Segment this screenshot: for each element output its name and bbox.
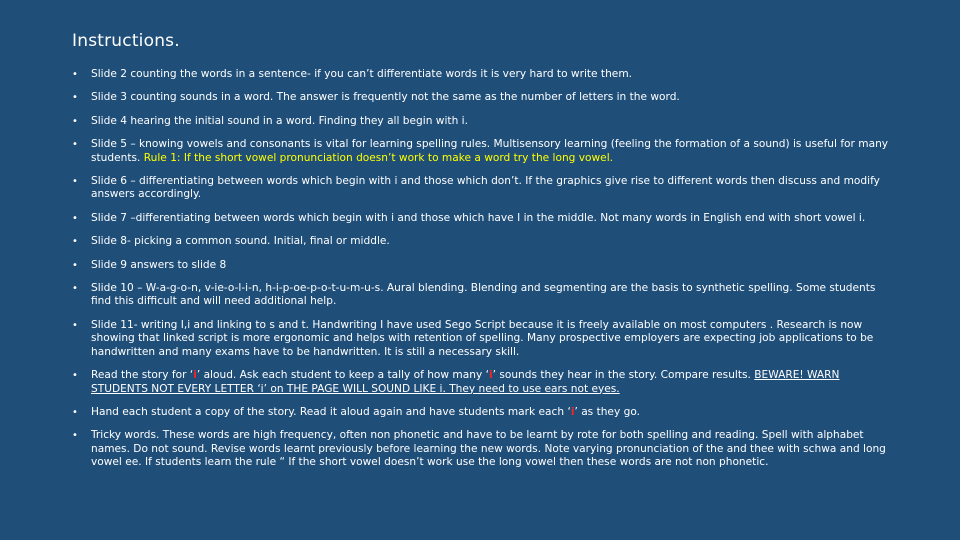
item-text: Hand each student a copy of the story. Read it aloud again and have students mark each ‘ bbox=[91, 405, 571, 418]
item-text: Slide 3 counting sounds in a word. The answer is frequently not the same as the number of letters in the word. bbox=[91, 91, 680, 104]
item-text: Slide 4 hearing the initial sound in a word. Finding they all begin with i. bbox=[91, 114, 468, 127]
marked-letter: i bbox=[193, 369, 197, 382]
list-item bbox=[70, 319, 892, 359]
list-item bbox=[70, 91, 892, 104]
slide-title: Instructions. bbox=[72, 31, 180, 51]
bullet-icon: • bbox=[72, 115, 78, 127]
item-text: Slide 6 – differentiating between words which begin with i and those which don’t. If the graphics give rise to different words then discuss and modify answers accordingly. bbox=[91, 175, 880, 201]
item-text: Slide 5 – knowing vowels and consonants is vital for learning spelling rules. Multisensory learning (feeling the formation of a sound) is useful for many students. bbox=[91, 138, 889, 164]
item-text: Slide 2 counting the words in a sentence- if you can’t differentiate words it is very hard to write them. bbox=[91, 68, 632, 80]
list-item bbox=[70, 259, 892, 272]
list-item bbox=[70, 68, 892, 81]
item-text: Read the story for ‘ bbox=[91, 369, 194, 382]
item-text: Tricky words. These words are high frequency, often non phonetic and have to be learnt by rote for both spelling and reading. Spell with alphabet names. Do not sound. Revise words learnt previously before learning the new words. Note varying pronunciation of the and thee with schwa and long vowel ee. If students learn the rule “ If the short vowel doesn’t work use the long vowel then these words are not non phonetic. bbox=[91, 429, 886, 469]
bullet-icon: • bbox=[72, 236, 78, 248]
bullet-icon: • bbox=[72, 92, 78, 104]
list-item bbox=[70, 369, 892, 396]
list-item bbox=[70, 212, 892, 225]
item-text: ’ sounds they hear in the story. Compare results. bbox=[492, 369, 755, 382]
list-item bbox=[70, 282, 892, 309]
bullet-icon: • bbox=[72, 430, 78, 442]
item-text: Slide 7 –differentiating between words which begin with i and those which have I in the middle. Not many words in English end with short vowel i. bbox=[91, 211, 866, 224]
bullet-icon: • bbox=[72, 212, 78, 224]
list-item bbox=[70, 406, 892, 419]
bullet-icon: • bbox=[72, 283, 78, 295]
bullet-icon: • bbox=[72, 319, 78, 331]
bullet-icon: • bbox=[72, 176, 78, 188]
item-text: Slide 8- picking a common sound. Initial, final or middle. bbox=[91, 235, 390, 248]
instruction-list bbox=[70, 68, 892, 470]
list-item bbox=[70, 175, 892, 202]
bullet-icon: • bbox=[72, 370, 78, 382]
list-item bbox=[70, 115, 892, 128]
warning-text: BEWARE! WARN STUDENTS NOT EVERY LETTER ‘i’ on THE PAGE WILL SOUND LIKE i. They need to use ears not eyes. bbox=[91, 369, 840, 395]
item-text: Slide 9 answers to slide 8 bbox=[91, 258, 227, 271]
list-item bbox=[70, 429, 892, 469]
item-text: Slide 11- writing I,i and linking to s and t. Handwriting I have used Sego Script because it is freely available on most computers . Research is now showing that linked script is more ergonomic and helps with retention of spelling. Many prospective employers are expecting job applications to be handwritten and many exams have to be handwritten. It is still a necessary skill. bbox=[91, 318, 874, 358]
item-text: ’ as they go. bbox=[574, 405, 640, 418]
item-text: ’ aloud. Ask each student to keep a tally of how many ‘ bbox=[196, 369, 489, 382]
rule-highlight: Rule 1: If the short vowel pronunciation doesn’t work to make a word try the long vowel. bbox=[143, 151, 614, 164]
bullet-icon: • bbox=[72, 259, 78, 271]
list-item bbox=[70, 138, 892, 165]
item-text: Slide 10 – W-a-g-o-n, v-ie-o-l-i-n, h-i-p-oe-p-o-t-u-m-u-s. Aural blending. Blending and segmenting are the basis to synthetic spelling. Some students find this difficult and will need additional help. bbox=[91, 282, 876, 308]
marked-letter: i bbox=[488, 369, 493, 382]
marked-letter: i bbox=[570, 405, 575, 418]
bullet-icon: • bbox=[72, 139, 78, 151]
bullet-icon: • bbox=[72, 406, 78, 418]
bullet-icon: • bbox=[72, 69, 78, 80]
list-item bbox=[70, 235, 892, 248]
